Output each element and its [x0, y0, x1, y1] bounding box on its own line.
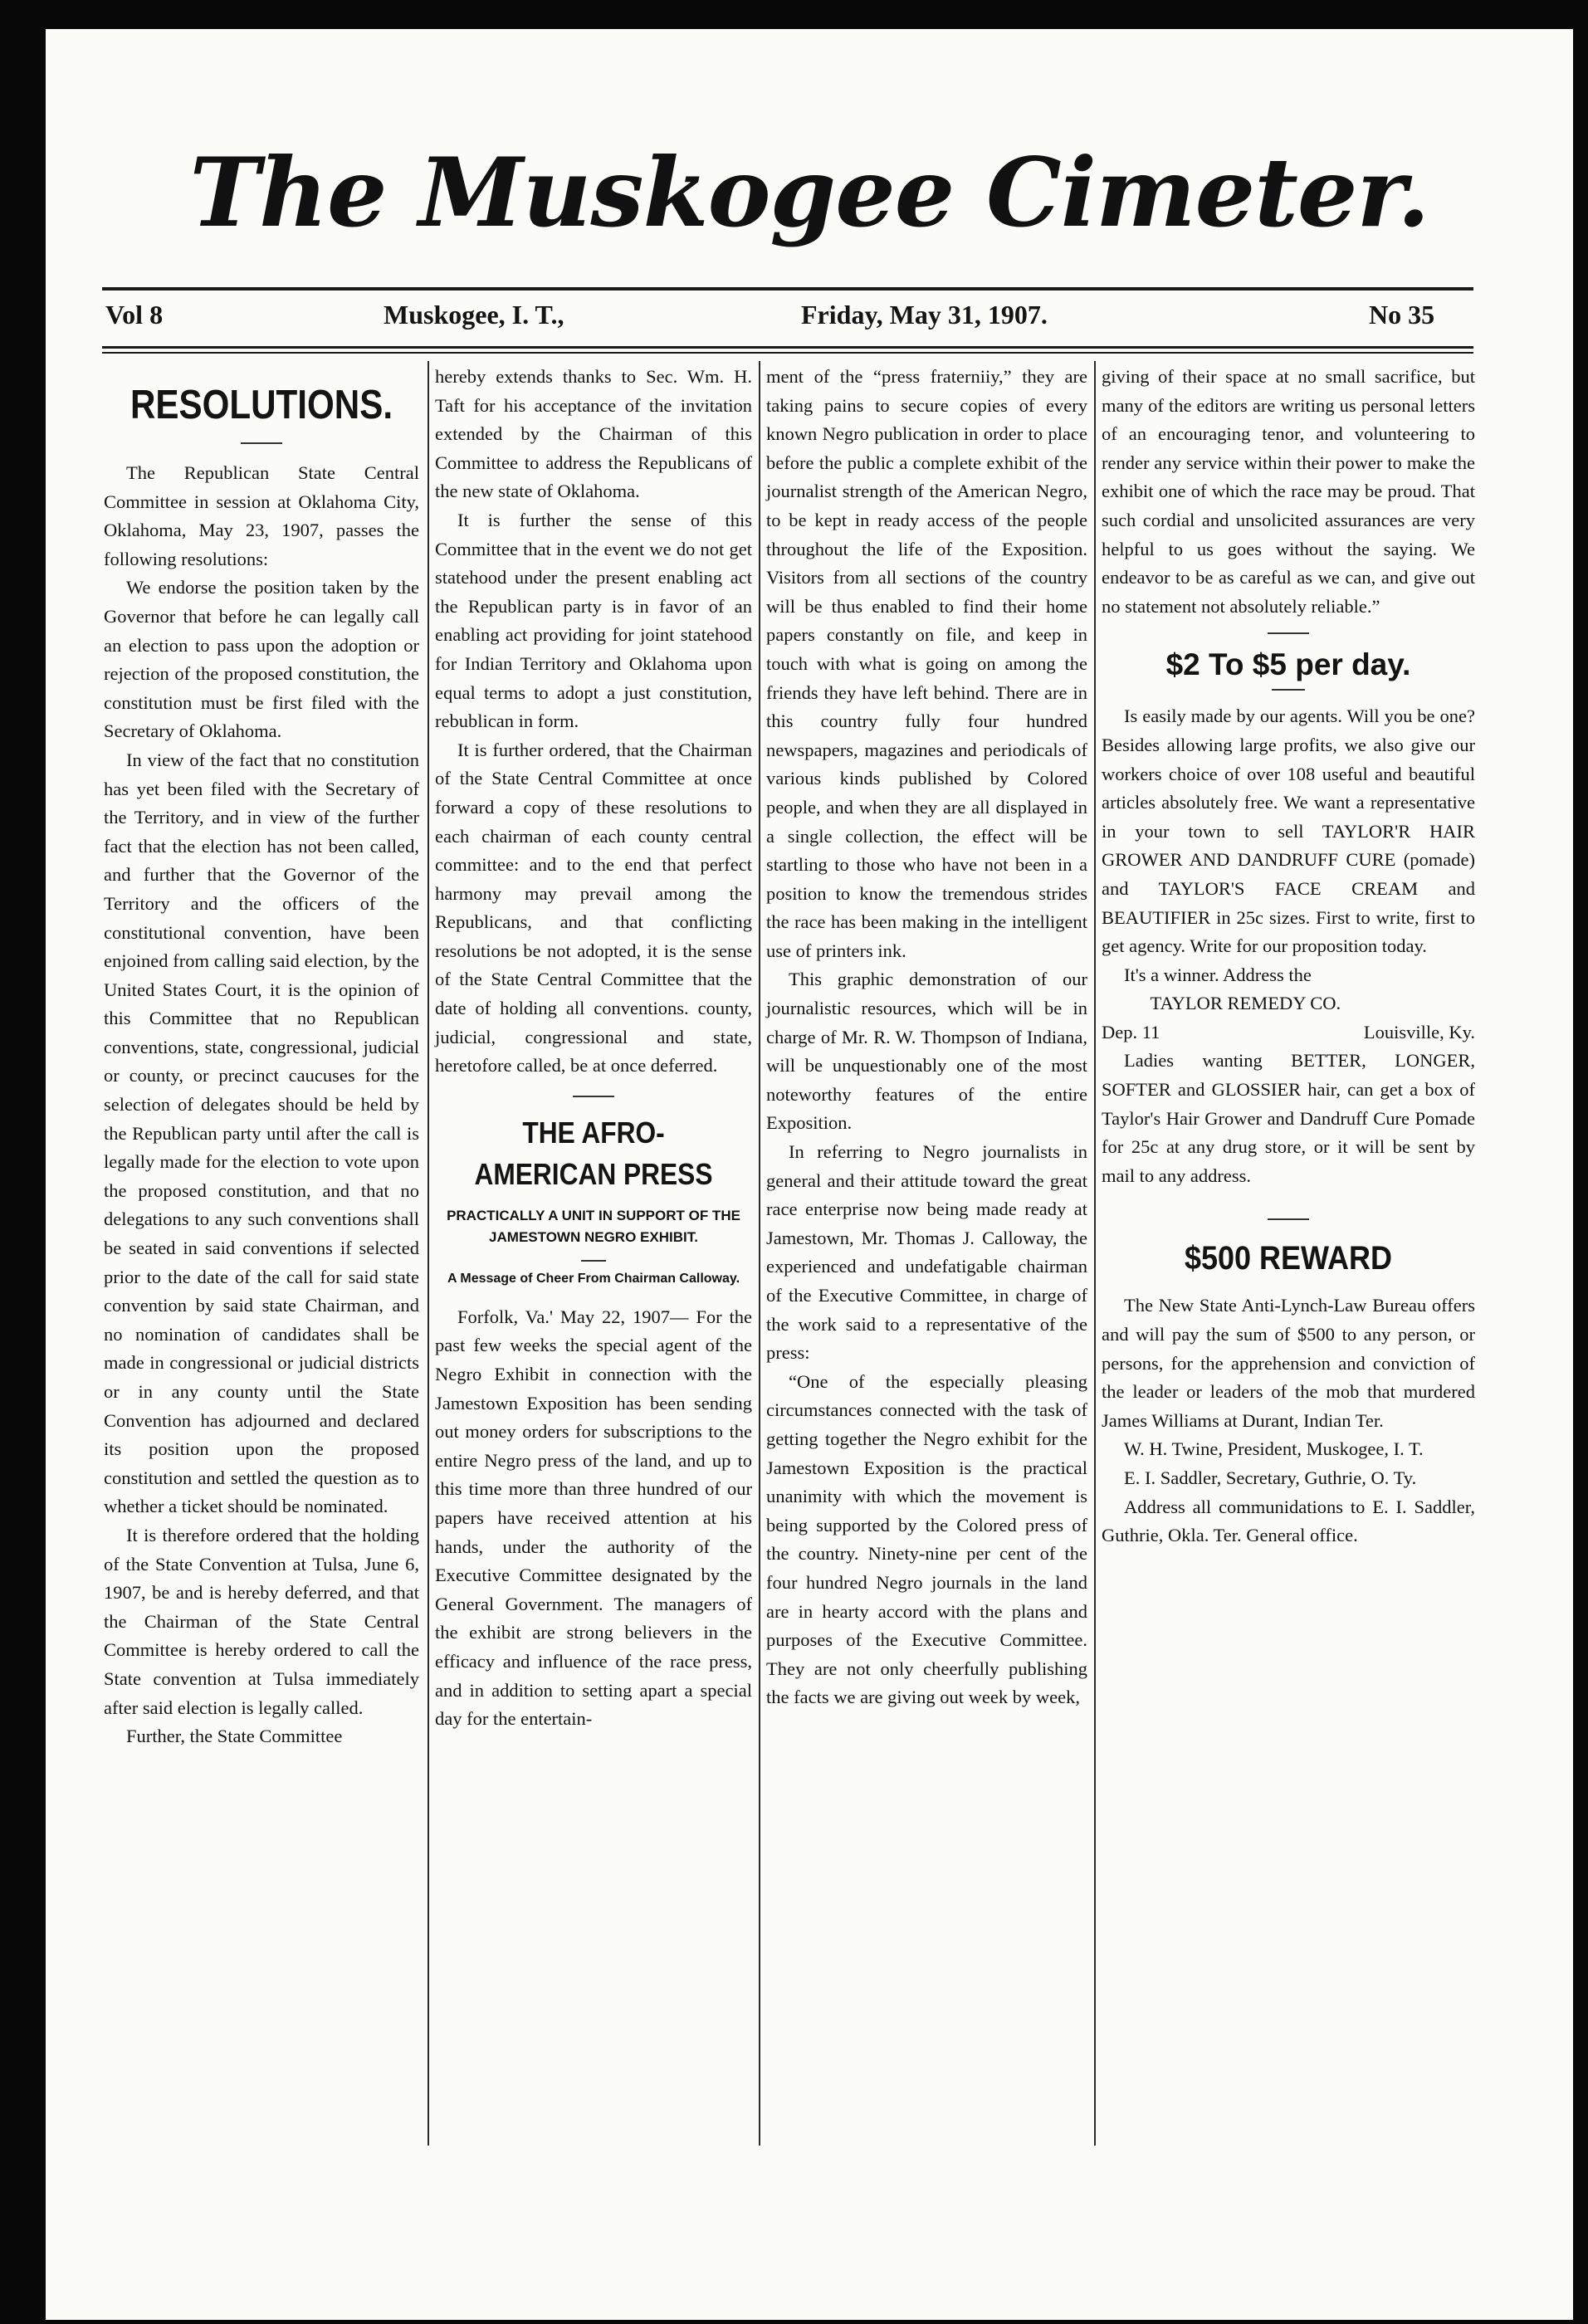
- reward-heading: $500 REWARD: [1184, 1240, 1393, 1277]
- afro-paragraph: Forfolk, Va.' May 22, 1907— For the past few weeks the special agent of the Negro Exhibit in connection with the Jamestown Exposition has been sending out money orders for subscriptions to the entire Negro press of the land, and up to this time more than three hundred of our papers have received attention at his hands, under the authority of the Executive Committee designated by the General Government. The managers of the exhibit are strong believers in the efficacy and influence of the race press, and in addition to setting apart a special day for the entertain-: [435, 1306, 752, 1730]
- resolutions-paragraph: hereby extends thanks to Sec. Wm. H. Taft for his acceptance of the invitation extended by the Chairman of this Committee to address the Republicans of the new state of Oklahoma.: [435, 366, 752, 502]
- afro-paragraph: In referring to Negro journalists in general and their attitude toward the great race enterprise now being made ready at Jamestown, Mr. Thomas J. Calloway, the experienced and undefatigable chairman of the Executive Committee, in charge of the work said to a representative of the press:: [766, 1141, 1087, 1364]
- newspaper-page: [46, 29, 1573, 2320]
- resolutions-paragraph: It is therefore ordered that the holding of the State Convention at Tulsa, June 6, 1907, be and is hereby deferred, and that the Chairman of the State Central Committee is hereby ordered to call the State convention at Tulsa immediately after said election is legally called.: [104, 1524, 419, 1718]
- reward-paragraph: The New State Anti-Lynch-Law Bureau offers and will pay the sum of $500 to any person, or persons, for the apprehension and conviction of the leader or leaders of the mob that murdered James Williams at Durant, Indian Ter.: [1102, 1295, 1475, 1431]
- ad-paragraph: Ladies wanting BETTER, LONGER, SOFTER and GLOSSIER hair, can get a box of Taylor's Hair Grower and Dandruff Cure Pomade for 25c at any drug store, or it will be sent by mail to any address.: [1102, 1050, 1475, 1186]
- afro-paragraph: giving of their space at no small sacrifice, but many of the editors are writing us personal letters of an encouraging tenor, and volunteering to render any service within their power to make the exhibit one of which the race may be proud. That such cordial and unsolicited assurances are very helpful to us goes without the saying. We endeavor to be as careful as we can, and give out no statement not absolutely reliable.”: [1102, 366, 1475, 617]
- dateline: [105, 295, 1471, 343]
- page-bottom-margin: [46, 2175, 1573, 2320]
- masthead-rule-top: [102, 287, 1473, 290]
- section-dash: [573, 1096, 614, 1097]
- dateline-rule-2: [102, 352, 1473, 354]
- afro-subheading: PRACTICALLY A UNIT IN SUPPORT OF THE JAMESTOWN NEGRO EXHIBIT.: [447, 1207, 740, 1245]
- reward-signature: E. I. Saddler, Secretary, Guthrie, O. Ty.: [1124, 1467, 1417, 1488]
- place-label: Muskogee, I. T.,: [384, 300, 564, 330]
- column-divider-3: [1094, 361, 1096, 2146]
- dateline-rule-1: [102, 346, 1473, 349]
- ad-paragraph: Is easily made by our agents. Will you be one? Besides allowing large profits, we also give our workers choice of over 108 useful and beautiful articles absolutely free. We want a representative in your town to sell TAYLOR'R HAIR GROWER AND DANDRUFF CURE (pomade) and TAYLOR'S FACE CREAM and BEAUTIFIER in 25c sizes. First to write, first to get agency. Write for our proposition today.: [1102, 706, 1475, 957]
- issue-number: No 35: [1369, 300, 1435, 330]
- section-dash: [1268, 1218, 1309, 1220]
- afro-subheading-2: A Message of Cheer From Chairman Calloway.: [447, 1271, 740, 1286]
- column-divider-1: [428, 361, 429, 2146]
- column-3: [766, 363, 1087, 1712]
- resolutions-heading: RESOLUTIONS.: [129, 383, 393, 427]
- resolutions-paragraph: We endorse the position taken by the Governor that before he can legally call an election to pass upon the adoption or rejection of the proposed constitution, the constitution must be first filed with the Secretary of Oklahoma.: [104, 577, 419, 742]
- resolutions-paragraph: It is further ordered, that the Chairman of the State Central Committee at once forward a copy of these resolutions to each chairman of each county central committee: and to the end that perfect harmony may prevail among the Republicans, and that conflicting resolutions be not adopted, it is the sense of the State Central Committee that the date of holding all conventions. county, judicial, congressional and state, heretofore called, be at once deferred.: [435, 739, 752, 1077]
- heading-dash: [241, 442, 282, 444]
- afro-paragraph: This graphic demonstration of our journalistic resources, which will be in charge of Mr. R. W. Thompson of Indiana, will be unquestionably one of the most noteworthy features of the entire Exposition.: [766, 969, 1087, 1134]
- afro-paragraph: ment of the “press fraterniiy,” they are taking pains to secure copies of every known Negro publication in order to place before the public a complete exhibit of the journalist strength of the American Negro, to be kept in ready access of the people throughout the life of the Exposition. Visitors from all sections of the country will be thus enabled to find their home papers constantly on file, and keep in touch with what is going on among the friends they have left behind. There are in this country fully four hundred newspapers, magazines and periodicals of various kinds published by Colored people, and when they are all displayed in a single collection, the effect will be startling to those who have not been in a position to know the tremendous strides the race has been making in the intelligent use of printers ink.: [766, 366, 1087, 961]
- column-4: [1102, 363, 1475, 1550]
- resolutions-paragraph: It is further the sense of this Committee that in the event we do not get statehood under the present enabling act the Republican party is in favor of an enabling act providing for joint statehood for Indian Territory and Oklahoma upon equal terms to adopt a just constitution, rebublican in form.: [435, 509, 752, 732]
- afro-american-press-heading: THE AFRO-AMERICAN PRESS: [474, 1115, 713, 1191]
- column-2: [435, 363, 752, 1734]
- volume-label: Vol 8: [105, 300, 164, 330]
- resolutions-paragraph: The Republican State Central Committee in session at Oklahoma City, Oklahoma, May 23, 1907, passes the following resolutions:: [104, 462, 419, 569]
- masthead-title: The Muskogee Cimeter.: [189, 137, 1429, 248]
- ad-paragraph: It's a winner. Address the: [1124, 964, 1312, 985]
- column-1: [104, 363, 419, 1751]
- resolutions-paragraph: In view of the fact that no constitution has yet been filed with the Secretary of the Territory, and in view of the further fact that the election has not been called, and further that the Governor of the Territory and the officers of the constitutional convention, have been enjoined from calling said election, by the United States Court, it is the opinion of this Committee that no Republican conventions, state, congressional, judicial or county, or precinct caucuses for the selection of delegates should be held by the Republican party until after the call is legally made for the election to vote upon the proposed constitution, and that no delegations to any such conventions shall be seated in said conventions if selected prior to the date of the call for said state convention by said state Chairman, and no nomination of candidates shall be made in congressional or judicial districts or in any county until the State Convention has adjourned and declared its position upon the proposed constitution and settled the question as to whether a ticket should be nominated.: [104, 749, 419, 1517]
- column-divider-2: [759, 361, 760, 2146]
- subheading-dash: [581, 1260, 606, 1262]
- afro-paragraph: “One of the especially pleasing circumstances connected with the task of getting together the Negro exhibit for the Jamestown Exposition is the practical unanimity with which the movement is being supported by the Colored press of the country. Ninety-nine per cent of the four hundred Negro journals in the land are in hearty accord with the plans and purposes of the Executive Committee. They are not only cheerfully publishing the facts we are giving out week by week,: [766, 1370, 1087, 1708]
- ad-company: TAYLOR REMEDY CO.: [1150, 993, 1341, 1014]
- agents-ad-heading: $2 To $5 per day.: [1165, 647, 1411, 682]
- ad-city: Louisville, Ky.: [1363, 1021, 1475, 1042]
- ad-dash: [1272, 689, 1305, 691]
- reward-paragraph: Address all communidations to E. I. Saddler, Guthrie, Okla. Ter. General office.: [1102, 1496, 1475, 1546]
- reward-signature: W. H. Twine, President, Muskogee, I. T.: [1124, 1438, 1424, 1460]
- ad-department: Dep. 11: [1102, 1021, 1160, 1042]
- ad-address-line: [1102, 1018, 1475, 1047]
- date-label: Friday, May 31, 1907.: [801, 300, 1048, 330]
- resolutions-paragraph: Further, the State Committee: [126, 1726, 343, 1747]
- section-dash: [1268, 632, 1309, 634]
